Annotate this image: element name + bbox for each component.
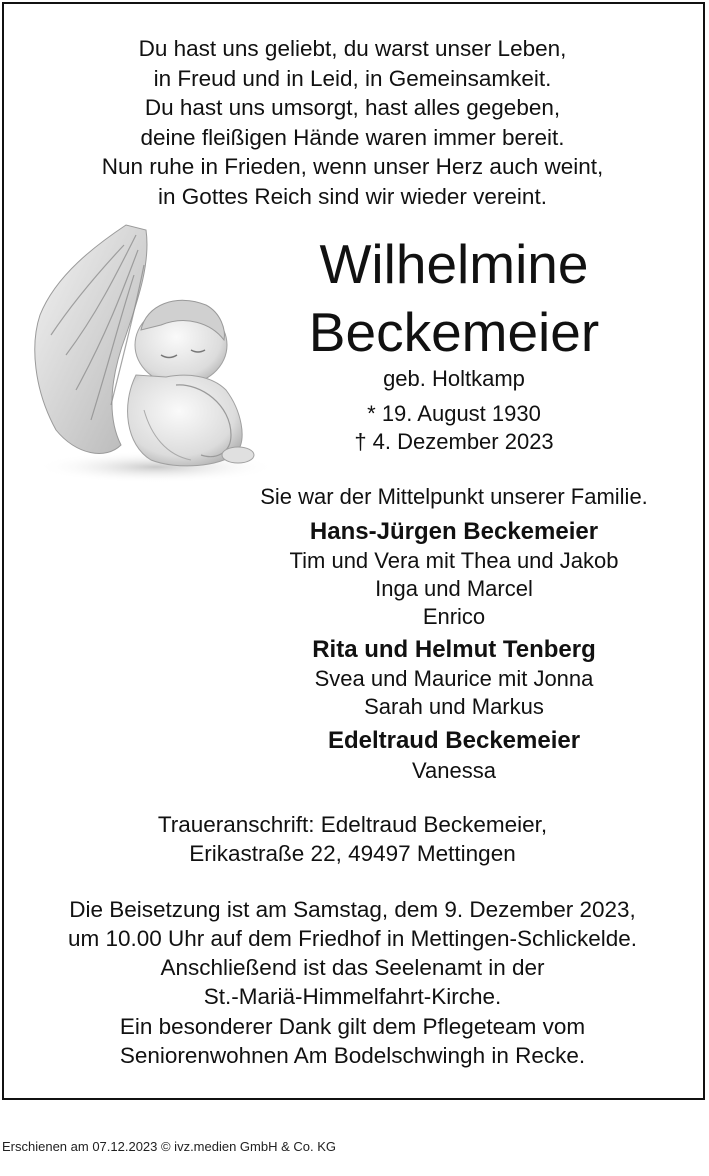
funeral-line: Anschließend ist das Seelenamt in der — [160, 955, 545, 980]
family-member: Inga und Marcel — [375, 576, 533, 601]
funeral-info — [0, 895, 705, 1011]
poem-line: in Freud und in Leid, in Gemeinsamkeit. — [153, 65, 552, 91]
family-member: Svea und Maurice mit Jonna — [314, 666, 594, 691]
family-member: Vanessa — [412, 758, 496, 783]
birth-date: * 19. August 1930 — [367, 401, 541, 426]
family-member: Sarah und Markus — [364, 694, 544, 719]
family-head: Hans-Jürgen Beckemeier — [309, 518, 599, 545]
address-line: Erikastraße 22, 49497 Mettingen — [189, 841, 516, 866]
funeral-line: St.-Mariä-Himmelfahrt-Kirche. — [203, 984, 502, 1009]
thanks-line: Ein besonderer Dank gilt dem Pflegeteam vom — [119, 1014, 586, 1039]
poem-line: in Gottes Reich sind wir wieder vereint. — [158, 183, 547, 209]
funeral-line: um 10.00 Uhr auf dem Friedhof in Mettingen-Schlickelde. — [67, 926, 638, 951]
death-date: † 4. Dezember 2023 — [354, 429, 554, 454]
poem-line: Nun ruhe in Frieden, wenn unser Herz auch weint, — [101, 154, 604, 179]
birth-name: geb. Holtkamp — [383, 366, 525, 391]
mourning-address — [0, 810, 705, 868]
sleeping-angel-image — [26, 205, 276, 485]
family-member: Enrico — [422, 604, 486, 629]
poem-line: Du hast uns geliebt, du warst unser Leben, — [138, 36, 567, 61]
deceased-first-name: Wilhelmine — [319, 233, 589, 295]
funeral-line: Die Beisetzung ist am Samstag, dem 9. Dezember 2023, — [69, 897, 636, 922]
thanks — [0, 1012, 705, 1070]
poem-line: deine fleißigen Hände waren immer bereit. — [140, 124, 565, 150]
thanks-line: Seniorenwohnen Am Bodelschwingh in Recke. — [119, 1043, 586, 1068]
family-head: Rita und Helmut Tenberg — [312, 636, 596, 663]
family-member: Tim und Vera mit Thea und Jakob — [289, 548, 619, 573]
poem-line: Du hast uns umsorgt, hast alles gegeben, — [144, 95, 561, 120]
tagline: Sie war der Mittelpunkt unserer Familie. — [260, 484, 648, 509]
family-head: Edeltraud Beckemeier — [327, 727, 581, 754]
poem — [0, 34, 705, 211]
address-line: Traueranschrift: Edeltraud Beckemeier, — [157, 812, 548, 837]
deceased-last-name: Beckemeier — [308, 301, 600, 363]
publication-footer: Erschienen am 07.12.2023 © ivz.medien GmbH & Co. KG — [2, 1139, 337, 1154]
